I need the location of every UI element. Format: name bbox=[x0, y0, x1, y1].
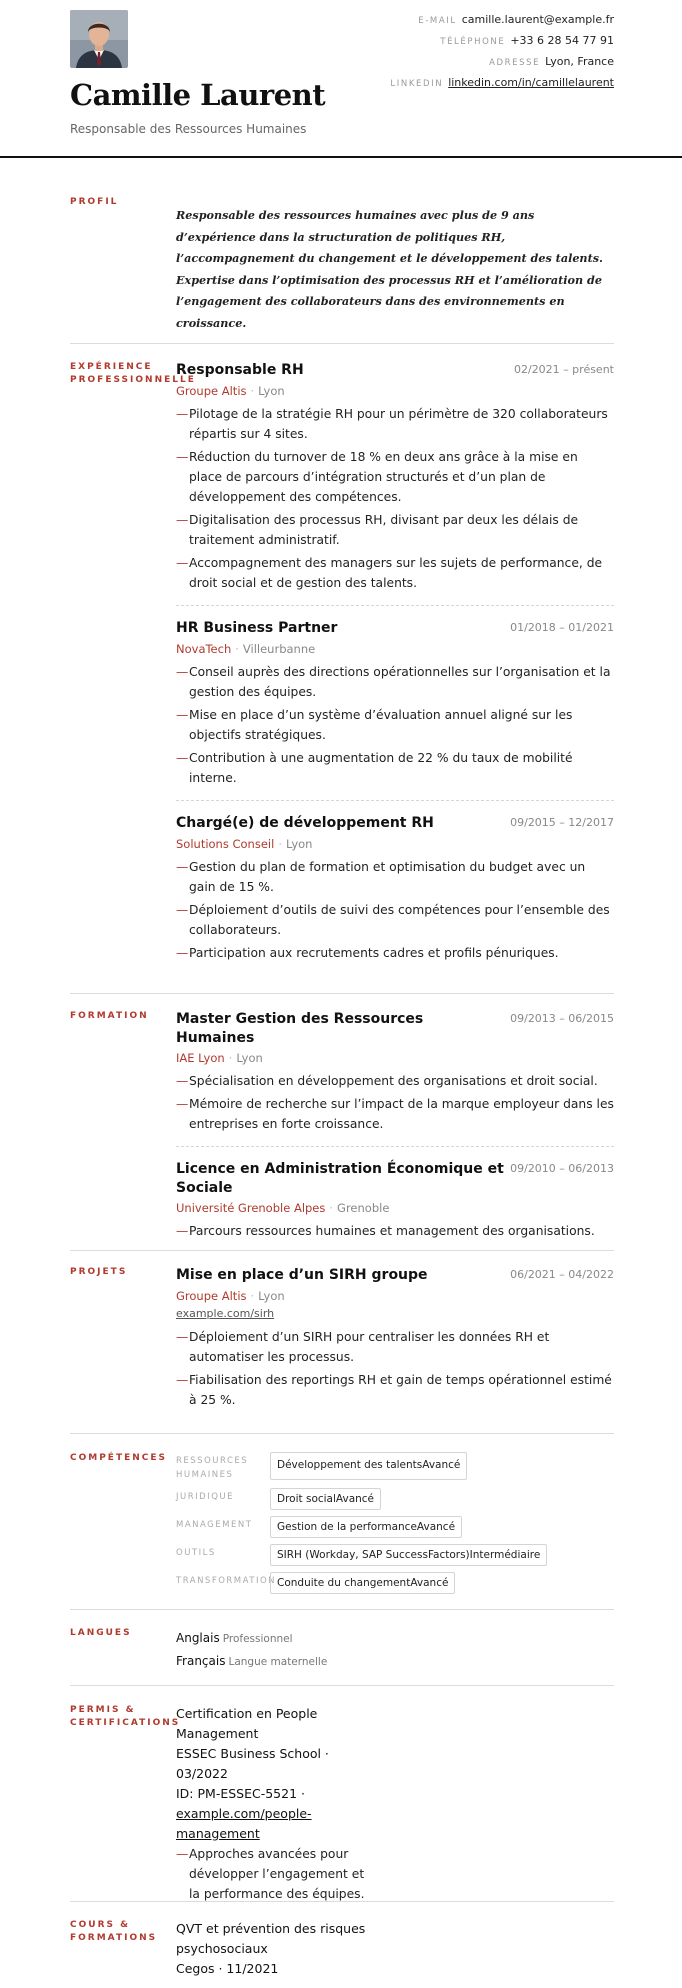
list-item bbox=[176, 553, 614, 593]
degree-bullets bbox=[176, 1221, 614, 1241]
bullet-text: Digitalisation des processus RH, divisant par deux les délais de traitement administratif. bbox=[189, 513, 579, 547]
list-item bbox=[176, 748, 614, 788]
contact-address bbox=[390, 51, 614, 72]
certification-link[interactable]: example.com/people-management bbox=[176, 1806, 312, 1841]
dash-icon: — bbox=[176, 450, 189, 464]
experience-section bbox=[70, 361, 614, 981]
skill-name: Droit social bbox=[277, 1493, 336, 1505]
skill-level: Avancé bbox=[422, 1459, 461, 1471]
bullet-text: Fiabilisation des reportings RH et gain de temps opérationnel estimé à 25 %. bbox=[189, 1373, 612, 1407]
projects-section bbox=[70, 1266, 614, 1416]
company-city: Lyon bbox=[285, 837, 313, 851]
entry-separator bbox=[176, 605, 614, 606]
project-link[interactable]: example.com/sirh bbox=[176, 1307, 275, 1320]
section-divider bbox=[70, 1685, 614, 1686]
experience-list bbox=[176, 361, 614, 966]
company-city: Lyon bbox=[258, 384, 285, 398]
contact-label: LINKEDIN bbox=[390, 79, 444, 89]
experience-entry bbox=[176, 814, 614, 963]
section-divider bbox=[70, 993, 614, 994]
contact-label: TÉLÉPHONE bbox=[440, 37, 506, 47]
skill-row bbox=[176, 1546, 614, 1574]
dash-icon: — bbox=[176, 1847, 189, 1861]
list-item bbox=[176, 662, 614, 702]
address-value: Lyon, France bbox=[545, 55, 614, 68]
dash-icon: — bbox=[176, 946, 189, 960]
bullet-text: Mémoire de recherche sur l’impact de la marque employeur dans les entreprises en forte croissance. bbox=[189, 1097, 614, 1131]
skill-level: Avancé bbox=[416, 1521, 456, 1533]
language-level: Professionnel bbox=[222, 1633, 293, 1645]
languages-section bbox=[70, 1627, 614, 1687]
org-line bbox=[176, 1287, 614, 1305]
entry-header bbox=[176, 1266, 614, 1286]
list-item bbox=[176, 1844, 376, 1904]
certification-title: Certification en People Management bbox=[176, 1706, 318, 1741]
skill-tag bbox=[270, 1516, 462, 1538]
section-label-profile: PROFIL bbox=[70, 197, 119, 207]
separator-dot: · bbox=[228, 1051, 233, 1065]
project-city: Lyon bbox=[258, 1289, 285, 1303]
section-label-education: FORMATION bbox=[70, 1011, 149, 1021]
list-item bbox=[176, 447, 614, 507]
dash-icon: — bbox=[176, 1097, 189, 1111]
degree-title: Licence en Administration Économique et Sociale bbox=[176, 1161, 504, 1196]
contact-linkedin bbox=[390, 72, 614, 93]
skills-list bbox=[176, 1454, 614, 1602]
bullet-text: Pilotage de la stratégie RH pour un périmètre de 320 collaborateurs répartis sur 4 sites. bbox=[189, 407, 608, 441]
bullet-text: Parcours ressources humaines et management des organisations. bbox=[189, 1224, 595, 1238]
job-dates: 02/2021 – présent bbox=[513, 363, 614, 376]
org-line bbox=[176, 382, 614, 400]
candidate-title: Responsable des Ressources Humaines bbox=[70, 122, 307, 136]
section-label-certifications: PERMIS & CERTIFICATIONS bbox=[70, 1705, 181, 1728]
dash-icon: — bbox=[176, 1224, 189, 1238]
company-name: Groupe Altis bbox=[176, 384, 247, 398]
dash-icon: — bbox=[176, 556, 189, 570]
bullet-text: Accompagnement des managers sur les sujets de performance, de droit social et de gestion des talents. bbox=[189, 556, 603, 590]
languages-list bbox=[176, 1627, 614, 1673]
job-title: HR Business Partner bbox=[176, 620, 338, 636]
dash-icon: — bbox=[176, 1373, 189, 1387]
separator-dot: · bbox=[250, 384, 255, 398]
skill-category: OUTILS bbox=[176, 1548, 216, 1558]
job-bullets bbox=[176, 404, 614, 593]
courses-section bbox=[70, 1919, 614, 1987]
skill-row bbox=[176, 1454, 614, 1490]
course-entry bbox=[176, 1919, 614, 1979]
company-name: NovaTech bbox=[176, 642, 232, 656]
school-city: Grenoble bbox=[337, 1201, 390, 1215]
section-label-languages: LANGUES bbox=[70, 1628, 132, 1638]
entry-separator bbox=[176, 800, 614, 801]
skill-level: Intermédiaire bbox=[469, 1549, 541, 1561]
school-name: IAE Lyon bbox=[176, 1051, 225, 1065]
projects-list bbox=[176, 1266, 614, 1413]
profile-body bbox=[176, 205, 614, 334]
certification-block bbox=[176, 1704, 376, 1904]
bullet-text: Approches avancées pour développer l’engagement et la performance des équipes. bbox=[189, 1847, 365, 1901]
section-label-courses: COURS & FORMATIONS bbox=[70, 1920, 158, 1943]
project-bullets bbox=[176, 1327, 614, 1410]
bullet-text: Gestion du plan de formation et optimisation du budget avec un gain de 15 %. bbox=[189, 860, 586, 894]
skill-tag bbox=[270, 1452, 467, 1480]
degree-dates: 09/2013 – 06/2015 bbox=[510, 1012, 614, 1025]
contact-label: E-MAIL bbox=[418, 16, 457, 26]
contact-block bbox=[390, 9, 614, 93]
course-block bbox=[176, 1919, 376, 1979]
company-city: Villeurbanne bbox=[242, 642, 316, 656]
skill-category: JURIDIQUE bbox=[176, 1492, 234, 1502]
bullet-text: Contribution à une augmentation de 22 % du taux de mobilité interne. bbox=[189, 751, 573, 785]
bullet-text: Conseil auprès des directions opérationnelles sur l’organisation et la gestion des équipes. bbox=[189, 665, 611, 699]
section-label-projects: PROJETS bbox=[70, 1267, 128, 1277]
school-city: Lyon bbox=[236, 1051, 263, 1065]
list-item bbox=[176, 510, 614, 550]
entry-header bbox=[176, 361, 614, 381]
contact-label: ADRESSE bbox=[489, 58, 541, 68]
skill-name: SIRH (Workday, SAP SuccessFactors) bbox=[277, 1549, 470, 1561]
project-company: Groupe Altis bbox=[176, 1289, 247, 1303]
section-divider bbox=[70, 1901, 614, 1902]
dash-icon: — bbox=[176, 1074, 189, 1088]
list-item bbox=[176, 900, 614, 940]
skill-category: TRANSFORMATION bbox=[176, 1576, 277, 1586]
skill-row bbox=[176, 1518, 614, 1546]
skill-tag bbox=[270, 1488, 381, 1510]
project-dates: 06/2021 – 04/2022 bbox=[510, 1268, 614, 1281]
section-divider bbox=[70, 343, 614, 344]
experience-entry bbox=[176, 361, 614, 593]
skill-level: Avancé bbox=[335, 1493, 375, 1505]
org-line bbox=[176, 1049, 614, 1067]
entry-header bbox=[176, 1160, 614, 1198]
org-line bbox=[176, 640, 614, 658]
dash-icon: — bbox=[176, 708, 189, 722]
dash-icon: — bbox=[176, 751, 189, 765]
course-issuer: Cegos · 11/2021 bbox=[176, 1961, 279, 1976]
degree-bullets bbox=[176, 1071, 614, 1134]
entry-header bbox=[176, 1010, 614, 1048]
section-label-experience: EXPÉRIENCE PROFESSIONNELLE bbox=[70, 362, 196, 385]
project-title: Mise en place d’un SIRH groupe bbox=[176, 1267, 428, 1283]
list-item bbox=[176, 1327, 614, 1367]
list-item bbox=[176, 943, 614, 963]
section-label-skills: COMPÉTENCES bbox=[70, 1453, 168, 1463]
skill-category: RESSOURCES HUMAINES bbox=[176, 1456, 249, 1480]
bullet-text: Participation aux recrutements cadres et profils pénuriques. bbox=[189, 946, 559, 960]
phone-value[interactable]: +33 6 28 54 77 91 bbox=[510, 34, 614, 47]
skill-name: Développement des talents bbox=[277, 1459, 423, 1471]
entry-header bbox=[176, 619, 614, 639]
language-name: Français bbox=[176, 1654, 226, 1668]
education-section bbox=[70, 1010, 614, 1240]
job-dates: 01/2018 – 01/2021 bbox=[510, 621, 614, 634]
separator-dot: · bbox=[278, 837, 282, 851]
dash-icon: — bbox=[176, 665, 189, 679]
school-name: Université Grenoble Alpes bbox=[176, 1201, 326, 1215]
list-item bbox=[176, 404, 614, 444]
list-item bbox=[176, 1370, 614, 1410]
profile-summary: Responsable des ressources humaines avec plus de 9 ans d’expérience dans la structuration de politiques RH, l’accompagnement du changement et le développement des talents. Expertise dans l’optimisation des processus RH et l’amélioration de l’engagement des collaborateurs dans des environnements en croissance. bbox=[176, 208, 603, 330]
bullet-text: Mise en place d’un système d’évaluation annuel aligné sur les objectifs stratégiques. bbox=[189, 708, 573, 742]
separator-dot: · bbox=[250, 1289, 255, 1303]
certification-issuer: ESSEC Business School · 03/2022 bbox=[176, 1746, 329, 1781]
candidate-name: Camille Laurent bbox=[70, 78, 326, 112]
project-entry bbox=[176, 1266, 614, 1410]
job-bullets bbox=[176, 857, 614, 963]
separator-dot: · bbox=[235, 642, 239, 656]
entry-header bbox=[176, 814, 614, 834]
skills-section bbox=[70, 1452, 614, 1602]
bullet-text: Spécialisation en développement des organisations et droit social. bbox=[189, 1074, 598, 1088]
language-item bbox=[176, 1627, 614, 1650]
skill-row bbox=[176, 1490, 614, 1518]
skill-tag bbox=[270, 1544, 547, 1566]
org-line bbox=[176, 835, 614, 853]
experience-entry bbox=[176, 619, 614, 788]
section-divider bbox=[70, 1609, 614, 1610]
resume-header bbox=[0, 0, 682, 158]
section-divider bbox=[70, 1250, 614, 1251]
list-item bbox=[176, 857, 614, 897]
bullet-text: Déploiement d’un SIRH pour centraliser les données RH et automatiser les processus. bbox=[189, 1330, 550, 1364]
company-name: Solutions Conseil bbox=[176, 837, 275, 851]
language-item bbox=[176, 1650, 614, 1673]
dash-icon: — bbox=[176, 1330, 189, 1344]
section-divider bbox=[70, 1433, 614, 1434]
course-title: QVT et prévention des risques psychosociaux bbox=[176, 1921, 366, 1956]
contact-phone bbox=[390, 30, 614, 51]
dash-icon: — bbox=[176, 860, 189, 874]
certification-entry bbox=[176, 1704, 614, 1907]
language-name: Anglais bbox=[176, 1631, 220, 1645]
language-level: Langue maternelle bbox=[228, 1656, 328, 1668]
education-entry bbox=[176, 1010, 614, 1134]
org-line bbox=[176, 1199, 614, 1217]
dash-icon: — bbox=[176, 903, 189, 917]
certification-id: ID: PM-ESSEC-5521 · bbox=[176, 1786, 305, 1801]
dash-icon: — bbox=[176, 407, 189, 421]
skill-category: MANAGEMENT bbox=[176, 1520, 253, 1530]
contact-email bbox=[390, 9, 614, 30]
linkedin-link[interactable]: linkedin.com/in/camillelaurent bbox=[448, 76, 614, 89]
degree-title: Master Gestion des Ressources Humaines bbox=[176, 1011, 424, 1046]
list-item bbox=[176, 1221, 614, 1241]
skill-row bbox=[176, 1574, 614, 1602]
email-value[interactable]: camille.laurent@example.fr bbox=[461, 13, 614, 26]
skill-tag bbox=[270, 1572, 455, 1594]
job-title: Chargé(e) de développement RH bbox=[176, 815, 434, 831]
skill-name: Gestion de la performance bbox=[277, 1521, 417, 1533]
job-bullets bbox=[176, 662, 614, 788]
certifications-section bbox=[70, 1704, 614, 1901]
skill-name: Conduite du changement bbox=[277, 1577, 411, 1589]
entry-separator bbox=[176, 1146, 614, 1147]
list-item bbox=[176, 1071, 614, 1091]
list-item bbox=[176, 1094, 614, 1134]
skill-level: Avancé bbox=[410, 1577, 449, 1589]
profile-photo bbox=[70, 10, 128, 68]
certification-bullets bbox=[176, 1844, 376, 1904]
education-entry bbox=[176, 1160, 614, 1241]
job-title: Responsable RH bbox=[176, 362, 304, 378]
separator-dot: · bbox=[329, 1201, 334, 1215]
job-dates: 09/2015 – 12/2017 bbox=[510, 816, 614, 829]
dash-icon: — bbox=[176, 513, 189, 527]
degree-dates: 09/2010 – 06/2013 bbox=[510, 1162, 614, 1175]
education-list bbox=[176, 1010, 614, 1244]
profile-section bbox=[70, 196, 614, 330]
list-item bbox=[176, 705, 614, 745]
bullet-text: Réduction du turnover de 18 % en deux ans grâce à la mise en place de parcours d’intégration structurés et d’un plan de développement des compétences. bbox=[189, 450, 578, 504]
bullet-text: Déploiement d’outils de suivi des compétences pour l’ensemble des collaborateurs. bbox=[189, 903, 610, 937]
